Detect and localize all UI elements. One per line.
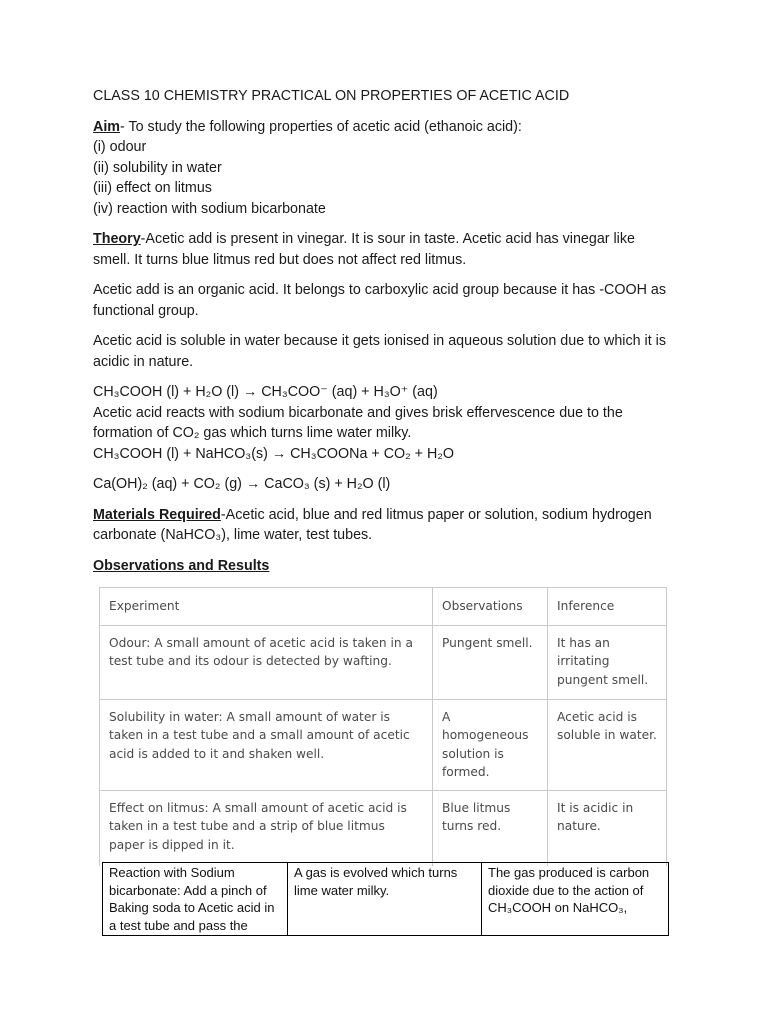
table-cell: A homogeneous solution is formed. bbox=[433, 699, 548, 790]
table-header: Experiment bbox=[100, 588, 433, 626]
aim-item: (iii) effect on litmus bbox=[93, 180, 212, 196]
materials-text: -Acetic acid, blue and red litmus paper or solution, sodium hydrogen carbonate (NaHCO₃), lime water, test tubes. bbox=[93, 506, 652, 543]
document-title: CLASS 10 CHEMISTRY PRACTICAL ON PROPERTIES OF ACETIC ACID bbox=[93, 88, 570, 104]
observations-heading: Observations and Results bbox=[93, 557, 270, 574]
reaction-table bbox=[102, 862, 669, 936]
theory-paragraph-3: Acetic acid is soluble in water because it gets ionised in aqueous solution due to which it is acidic in nature. bbox=[93, 333, 666, 370]
theory-text: -Acetic add is present in vinegar. It is sour in taste. Acetic acid has vinegar like smell. It turns blue litmus red but does not affect red litmus. bbox=[93, 231, 635, 268]
table-cell: A gas is evolved which turns lime water milky. bbox=[288, 863, 482, 936]
materials-label: Materials Required bbox=[93, 506, 221, 523]
table-cell: Blue litmus turns red. bbox=[433, 790, 548, 866]
table-header: Inference bbox=[548, 588, 667, 626]
aim-line bbox=[93, 117, 673, 138]
table-cell: It has an irritating pungent smell. bbox=[548, 625, 667, 699]
table-cell: Reaction with Sodium bicarbonate: Add a pinch of Baking soda to Acetic acid in a test tube and pass the bbox=[103, 863, 288, 936]
aim-text: - To study the following properties of acetic acid (ethanoic acid): bbox=[120, 118, 522, 135]
theory-label: Theory bbox=[93, 231, 141, 247]
table-cell: Odour: A small amount of acetic acid is taken in a test tube and its odour is detected by wafting. bbox=[100, 625, 433, 699]
table-cell: Effect on litmus: A small amount of acetic acid is taken in a test tube and a strip of blue litmus paper is dipped in it. bbox=[100, 790, 433, 866]
aim-item: (iv) reaction with sodium bicarbonate bbox=[93, 200, 326, 217]
equation-bicarbonate: CH₃COOH (l) + NaHCO₃(s) → CH₃COONa + CO₂ + H₂O bbox=[93, 445, 454, 462]
aim-item: (i) odour bbox=[93, 139, 147, 155]
observations-table bbox=[99, 587, 667, 866]
table-cell: Solubility in water: A small amount of water is taken in a test tube and a small amount of acetic acid is added to it and shaken well. bbox=[100, 699, 433, 790]
equation-ionisation: CH₃COOH (l) + H₂O (l) → CH₃COO⁻ (aq) + H₃O⁺ (aq) bbox=[93, 384, 438, 400]
table-header-row bbox=[100, 588, 667, 626]
aim-list bbox=[93, 137, 673, 219]
table-row bbox=[100, 699, 667, 790]
aim-label: Aim bbox=[93, 118, 121, 135]
table-cell: It is acidic in nature. bbox=[548, 790, 667, 866]
aim-item: (ii) solubility in water bbox=[93, 159, 222, 176]
table-row bbox=[100, 790, 667, 866]
materials-paragraph bbox=[93, 505, 673, 546]
table-cell: Acetic acid is soluble in water. bbox=[548, 699, 667, 790]
table-row bbox=[100, 625, 667, 699]
document-body bbox=[93, 86, 673, 576]
theory-paragraph-2: Acetic add is an organic acid. It belongs to carboxylic acid group because it has -COOH as functional group. bbox=[93, 282, 666, 319]
theory-paragraph bbox=[93, 229, 673, 270]
table-cell: The gas produced is carbon dioxide due to the action of CH₃COOH on NaHCO₃, bbox=[482, 863, 669, 936]
table-header: Observations bbox=[433, 588, 548, 626]
theory-paragraph-4: Acetic acid reacts with sodium bicarbonate and gives brisk effervescence due to the formation of CO₂ gas which turns lime water milky. bbox=[93, 404, 623, 441]
table-row bbox=[103, 863, 669, 936]
equation-limewater: Ca(OH)₂ (aq) + CO₂ (g) → CaCO₃ (s) + H₂O (l) bbox=[93, 476, 391, 492]
table-cell: Pungent smell. bbox=[433, 625, 548, 699]
